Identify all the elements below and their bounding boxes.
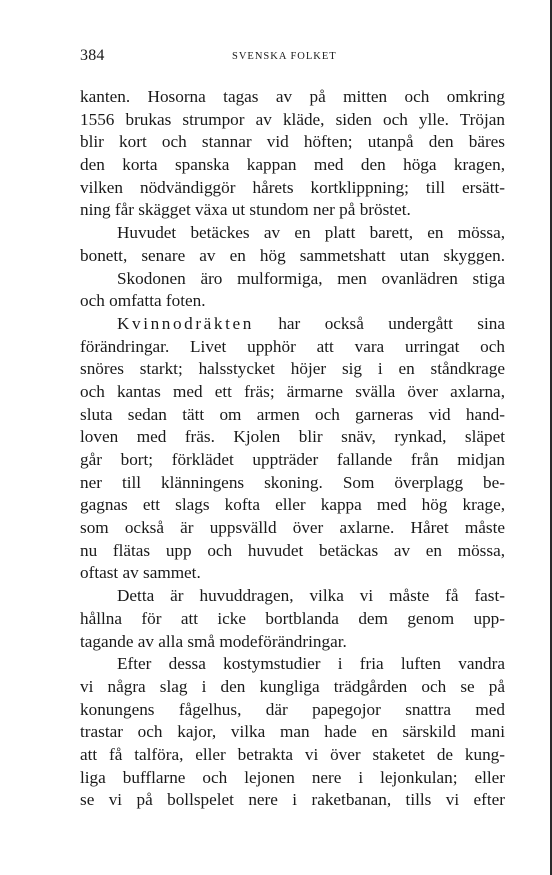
paragraph-1 <box>80 86 505 222</box>
text-line: gagnas ett slags kofta eller kappa med hög krage, <box>80 495 505 515</box>
text-line: blir kort och stannar vid höften; utanpå den bäres <box>80 132 505 152</box>
text-line: bonett, senare av en hög sammetshatt utan skyggen. <box>80 245 505 265</box>
text-line: att få talföra, eller betrakta vi över staketet de kung- <box>80 744 505 764</box>
text-line: loven med fräs. Kjolen blir snäv, rynkad, släpet <box>80 427 505 447</box>
spaced-word: Kvinnodräkten <box>117 313 254 333</box>
text-line: och kantas med ett fräs; ärmarne svälla över axlarna, <box>80 381 505 401</box>
text-line: liga bufflarne och lejonen nere i lejonkulan; eller <box>80 767 505 787</box>
body-text <box>80 86 505 812</box>
text-line: nu flätas upp och huvudet betäckas av en mössa, <box>80 540 505 560</box>
text-line: vilken nödvändiggör hårets kortklippning; till ersätt- <box>80 177 505 197</box>
text-line: tagande av alla små modeförändringar. <box>80 631 347 651</box>
text-line: som också är uppsvälld över axlarne. Håret måste <box>80 518 505 538</box>
text-line: går bort; förklädet uppträder fallande från midjan <box>80 450 505 469</box>
paragraph-4 <box>80 313 505 585</box>
running-head: SVENSKA FOLKET <box>232 51 337 62</box>
text-line: snöres starkt; halsstycket höjer sig i en ståndkrage <box>80 359 505 379</box>
text-line: 1556 brukas strumpor av kläde, siden och ylle. Tröjan <box>80 109 505 129</box>
text-line: ner till klänningens skoning. Som överplagg be- <box>80 472 505 492</box>
paragraph-5 <box>80 585 505 653</box>
text-line: Huvudet betäckes av en platt barett, en mössa, <box>117 223 505 243</box>
text-line: förändringar. Livet upphör att vara urringat och <box>80 336 505 356</box>
text-line: Efter dessa kostymstudier i fria luften vandra <box>117 654 505 674</box>
text-line: hållna för att icke bortblanda dem genom upp- <box>80 608 505 628</box>
text-line: den korta spanska kappan med den höga kragen, <box>80 155 505 175</box>
text-line: Detta är huvuddragen, vilka vi måste få fast- <box>117 586 505 606</box>
text-line: vi några slag i den kungliga trädgården och se på <box>80 676 505 696</box>
text-line <box>80 313 505 336</box>
text-line: sluta sedan tätt om armen och garneras vid hand- <box>80 404 505 424</box>
text-line: kanten. Hosorna tagas av på mitten och omkring <box>80 87 505 106</box>
page-number: 384 <box>80 47 105 64</box>
text-line: oftast av sammet. <box>80 563 201 583</box>
text-line: se vi på bollspelet nere i raketbanan, tills vi efter <box>80 790 505 810</box>
text-line: trastar och kajor, vilka man hade en särskild mani <box>80 722 505 742</box>
text-line: ning får skägget växa ut stundom ner på bröstet. <box>80 200 411 220</box>
text-line: konungens fågelhus, där papegojor snattra med <box>80 699 505 719</box>
paragraph-3 <box>80 268 505 313</box>
text-line: och omfatta foten. <box>80 291 206 311</box>
text-fragment: har också undergått sina <box>253 313 505 333</box>
paragraph-2 <box>80 222 505 267</box>
text-line: Skodonen äro mulformiga, men ovanlädren stiga <box>117 268 505 288</box>
paragraph-6 <box>80 653 505 812</box>
page-header <box>80 47 505 67</box>
